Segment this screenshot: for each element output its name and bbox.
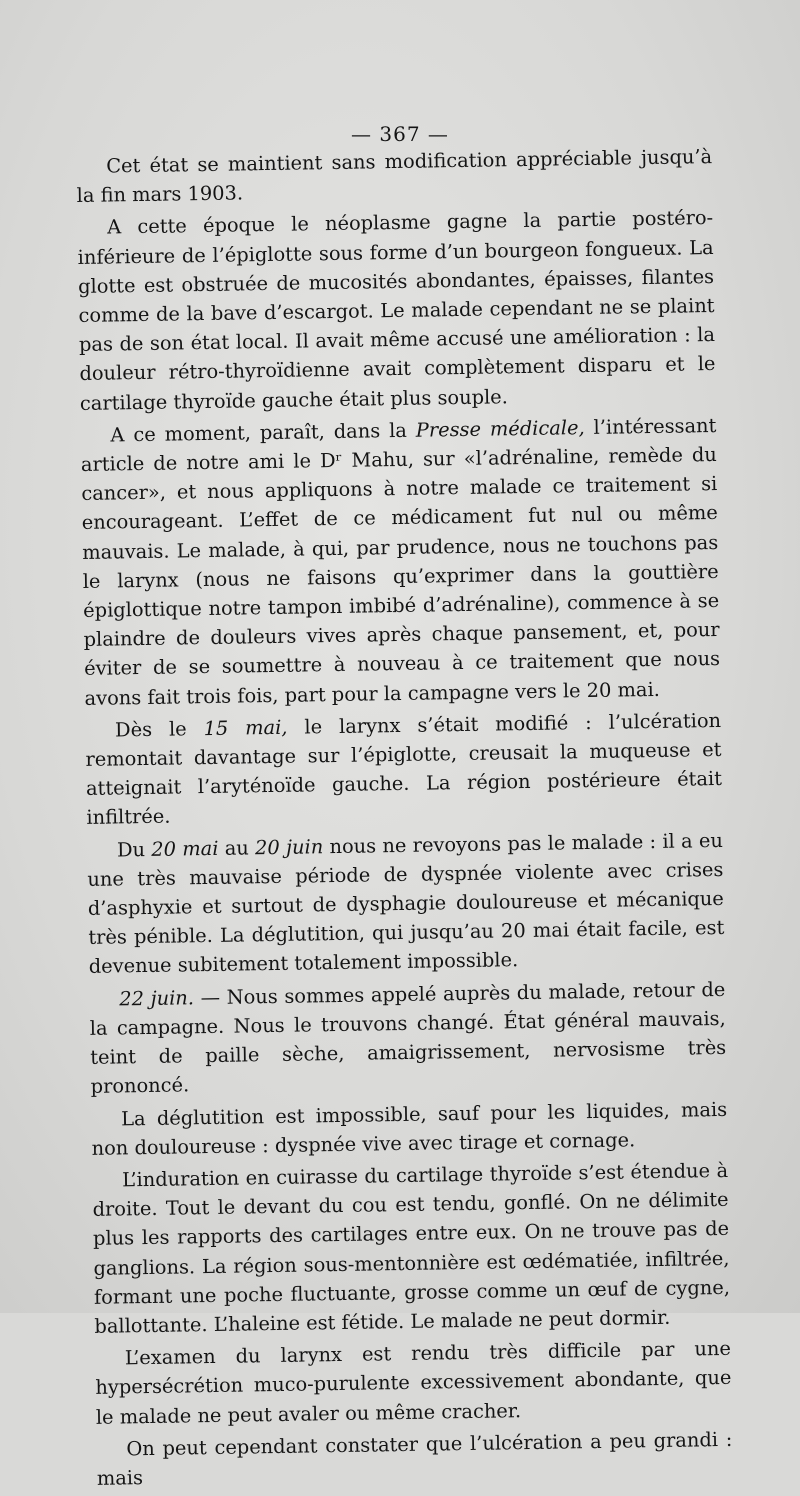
date-15-mai: 15 mai,	[203, 715, 288, 740]
paragraph-8: L’induration en cuirasse du cartilage thyroïde s’est étendue à droite. Tout le devant du cou est tendu, gonflé. On ne délimite plus les rapports des cartilages entre eux. On ne trouve pas de ganglions. La région sous-mentonnière est œdématiée, infiltrée, formant une poche fluctuante, grosse comme un œuf de cygne, ballottante. L’haleine est fétide. Le malade ne peut dormir.	[92, 1158, 731, 1338]
paragraph-5-text-a: Du	[116, 837, 152, 862]
date-20-juin: 20 juin	[254, 834, 324, 859]
journal-title: Presse médicale,	[415, 415, 585, 442]
page-number: — 367 —	[351, 122, 449, 146]
paragraph-4-text-a: Dès le	[114, 716, 204, 742]
paragraph-2: A cette époque le néoplasme gagne la partie postéro-inférieure de l’épiglotte sous forme d’un bourgeon fongueux. La glotte est obstruée de mucosités abondantes, épaisses, filantes comme de la bave d’escargot. Le malade cependant ne se plaint pas de son état local. Il avait même accusé une amélioration : la douleur rétro-thyroïdienne avait complètement disparu et le cartilage thyroïde gauche était plus souple.	[77, 206, 716, 415]
paragraph-9: L’examen du larynx est rendu très difficile par une hypersécrétion muco-purulente excessivement abondante, que le malade ne peut avaler ou même cracher.	[95, 1336, 732, 1429]
paragraph-4-text-b: le larynx s’était modifié : l’ulcération remontait davantage sur l’épiglotte, creusait la muqueuse et atteignait l’aryténoïde gauche. La région postérieure était infiltrée.	[85, 708, 723, 830]
paragraph-5	[87, 826, 725, 982]
paragraph-10: On peut cependant constater que l’ulcération a peu grandi : mais	[96, 1427, 733, 1490]
paragraph-3-text-a: A ce moment, paraît, dans la	[110, 418, 416, 447]
paragraph-5-text-c: nous ne revoyons pas le malade : il a eu une très mauvaise période de dyspnée violente avec crises d’asphyxie et surtout de dysphagie douloureuse et mécanique très pénible. La déglutition, qui jusqu’au 20 mai était facile, est devenue subitement totalement impossible.	[87, 828, 725, 979]
body-text	[76, 142, 733, 1496]
paragraph-3	[80, 411, 721, 713]
paragraph-6	[89, 975, 727, 1102]
paragraph-3-text-b: l’intéressant article de notre ami le Dʳ Mahu, sur «l’adrénaline, remède du cancer», et nous appliquons à notre malade ce traitement si encourageant. L’effet de ce médicament fut nul ou même mauvais. Le malade, à qui, par prudence, nous ne touchons pas le larynx (nous ne faisons qu’exprimer dans la gouttière épiglottique notre tampon imbibé d’adrénaline), commence à se plaindre de douleurs vives après chaque pansement, et, pour éviter de se soumettre à nouveau à ce traitement que nous avons fait trois fois, part pour la campagne vers le 20 mai.	[80, 413, 721, 710]
paragraph-4	[85, 706, 723, 833]
date-20-mai: 20 mai	[151, 836, 219, 861]
paragraph-5-text-b: au	[218, 835, 256, 860]
paragraph-7: La déglutition est impossible, sauf pour les liquides, mais non douloureuse : dyspnée vive avec tirage et cornage.	[91, 1097, 728, 1160]
date-22-juin: 22 juin.	[119, 985, 195, 1011]
paragraph-1: Cet état se maintient sans modification appréciable jusqu’à la fin mars 1903.	[76, 145, 713, 208]
paragraph-6-text-b: — Nous sommes appelé auprès du malade, retour de la campagne. Nous le trouvons changé. État général mauvais, teint de paille sèche, amaigrissement, nervosisme très prononcé.	[89, 977, 727, 1099]
